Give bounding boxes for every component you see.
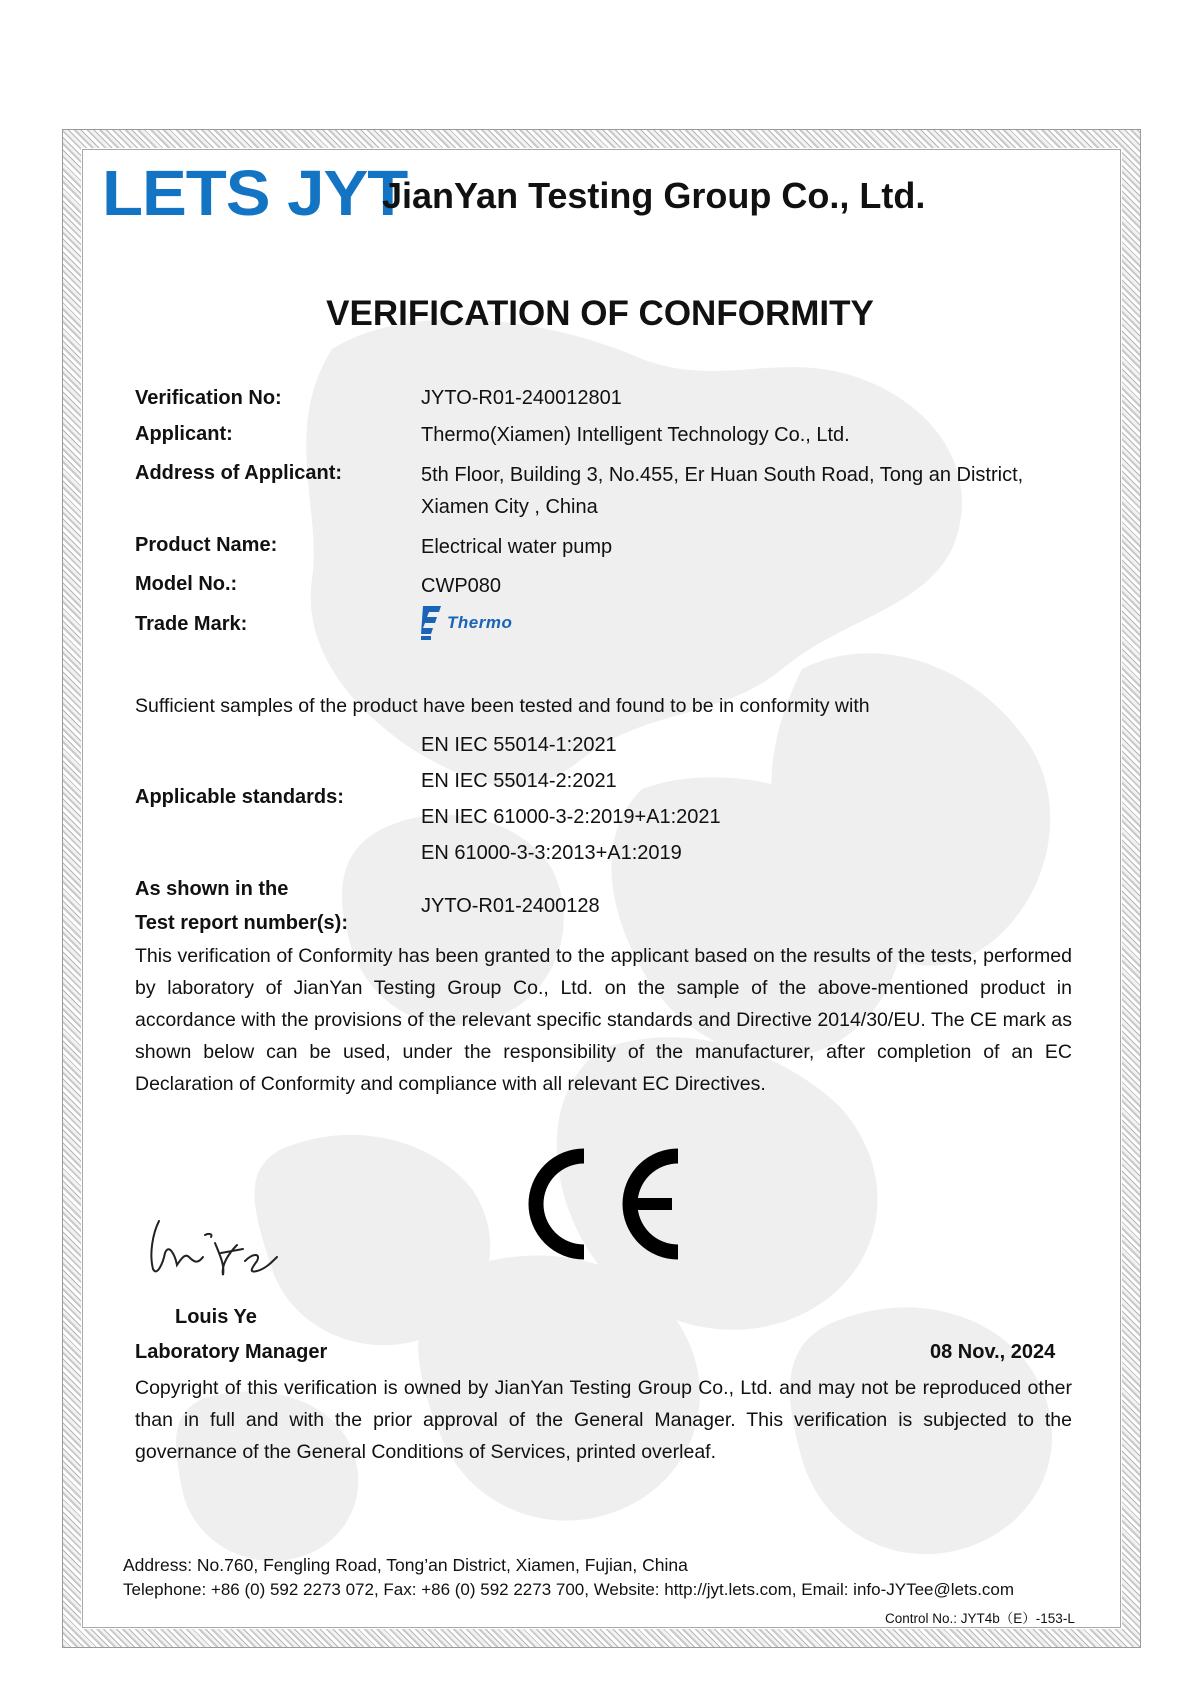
thermo-trademark-logo <box>421 606 512 640</box>
model-no-label: Model No.: <box>135 573 238 595</box>
signature <box>145 1213 285 1283</box>
standard-item: EN IEC 61000-3-2:2019+A1:2021 <box>421 806 721 828</box>
signatory-name: Louis Ye <box>175 1306 257 1328</box>
trade-mark-label: Trade Mark: <box>135 613 248 635</box>
thermo-mark-icon <box>421 606 441 640</box>
trademark-text: Thermo <box>447 613 513 632</box>
standard-item: EN 61000-3-3:2013+A1:2019 <box>421 842 682 864</box>
report-label-line-2: Test report number(s): <box>135 912 348 934</box>
page-title: VERIFICATION OF CONFORMITY <box>326 294 874 333</box>
address-line-2: Xiamen City , China <box>421 496 598 518</box>
applicable-standards-label: Applicable standards: <box>135 786 344 808</box>
report-label-line-1: As shown in the <box>135 878 289 900</box>
lets-jyt-logo: LETS JYT <box>102 157 408 229</box>
address-line-1: 5th Floor, Building 3, No.455, Er Huan South Road, Tong an District, <box>421 464 1024 486</box>
signatory-role: Laboratory Manager <box>135 1341 328 1363</box>
test-report-number: JYTO-R01-2400128 <box>421 895 600 917</box>
copyright-notice: Copyright of this verification is owned by JianYan Testing Group Co., Ltd. and may not be reproduced other than in full and with the prior approval of the General Manager. This verification is subjected to the governance of the General Conditions of Services, printed overleaf. <box>135 1377 1072 1463</box>
address-label: Address of Applicant: <box>135 462 343 484</box>
ce-mark-icon <box>520 1148 682 1260</box>
applicant-label: Applicant: <box>135 423 233 445</box>
company-name: JianYan Testing Group Co., Ltd. <box>382 175 926 216</box>
product-name-value: Electrical water pump <box>421 536 613 558</box>
verification-no-value: JYTO-R01-240012801 <box>421 387 622 409</box>
control-number: Control No.: JYT4b（E）-153-L <box>885 1611 1075 1626</box>
footer-contact: Telephone: +86 (0) 592 2273 072, Fax: +86 (0) 592 2273 700, Website: http://jyt.lets.com, Email: info-JYTee@lets.com <box>123 1580 1015 1599</box>
standard-item: EN IEC 55014-1:2021 <box>421 734 617 756</box>
applicant-value: Thermo(Xiamen) Intelligent Technology Co., Ltd. <box>421 424 850 446</box>
standard-item: EN IEC 55014-2:2021 <box>421 770 617 792</box>
issue-date: 08 Nov., 2024 <box>930 1341 1056 1363</box>
verification-no-label: Verification No: <box>135 387 282 409</box>
model-no-value: CWP080 <box>421 575 502 597</box>
footer-address: Address: No.760, Fengling Road, Tong’an District, Xiamen, Fujian, China <box>123 1555 688 1575</box>
product-name-label: Product Name: <box>135 534 278 556</box>
conformity-statement: This verification of Conformity has been granted to the applicant based on the results of the tests, performed by laboratory of JianYan Testing Group Co., Ltd. on the sample of the above-mentioned product in accordance with the provisions of the relevant specific standards and Directive 2014/30/EU. The CE mark as shown below can be used, under the responsibility of the manufacturer, after completion of an EC Declaration of Conformity and compliance with all relevant EC Directives. <box>135 945 1072 1095</box>
conformity-intro: Sufficient samples of the product have been tested and found to be in conformity with <box>135 695 870 717</box>
